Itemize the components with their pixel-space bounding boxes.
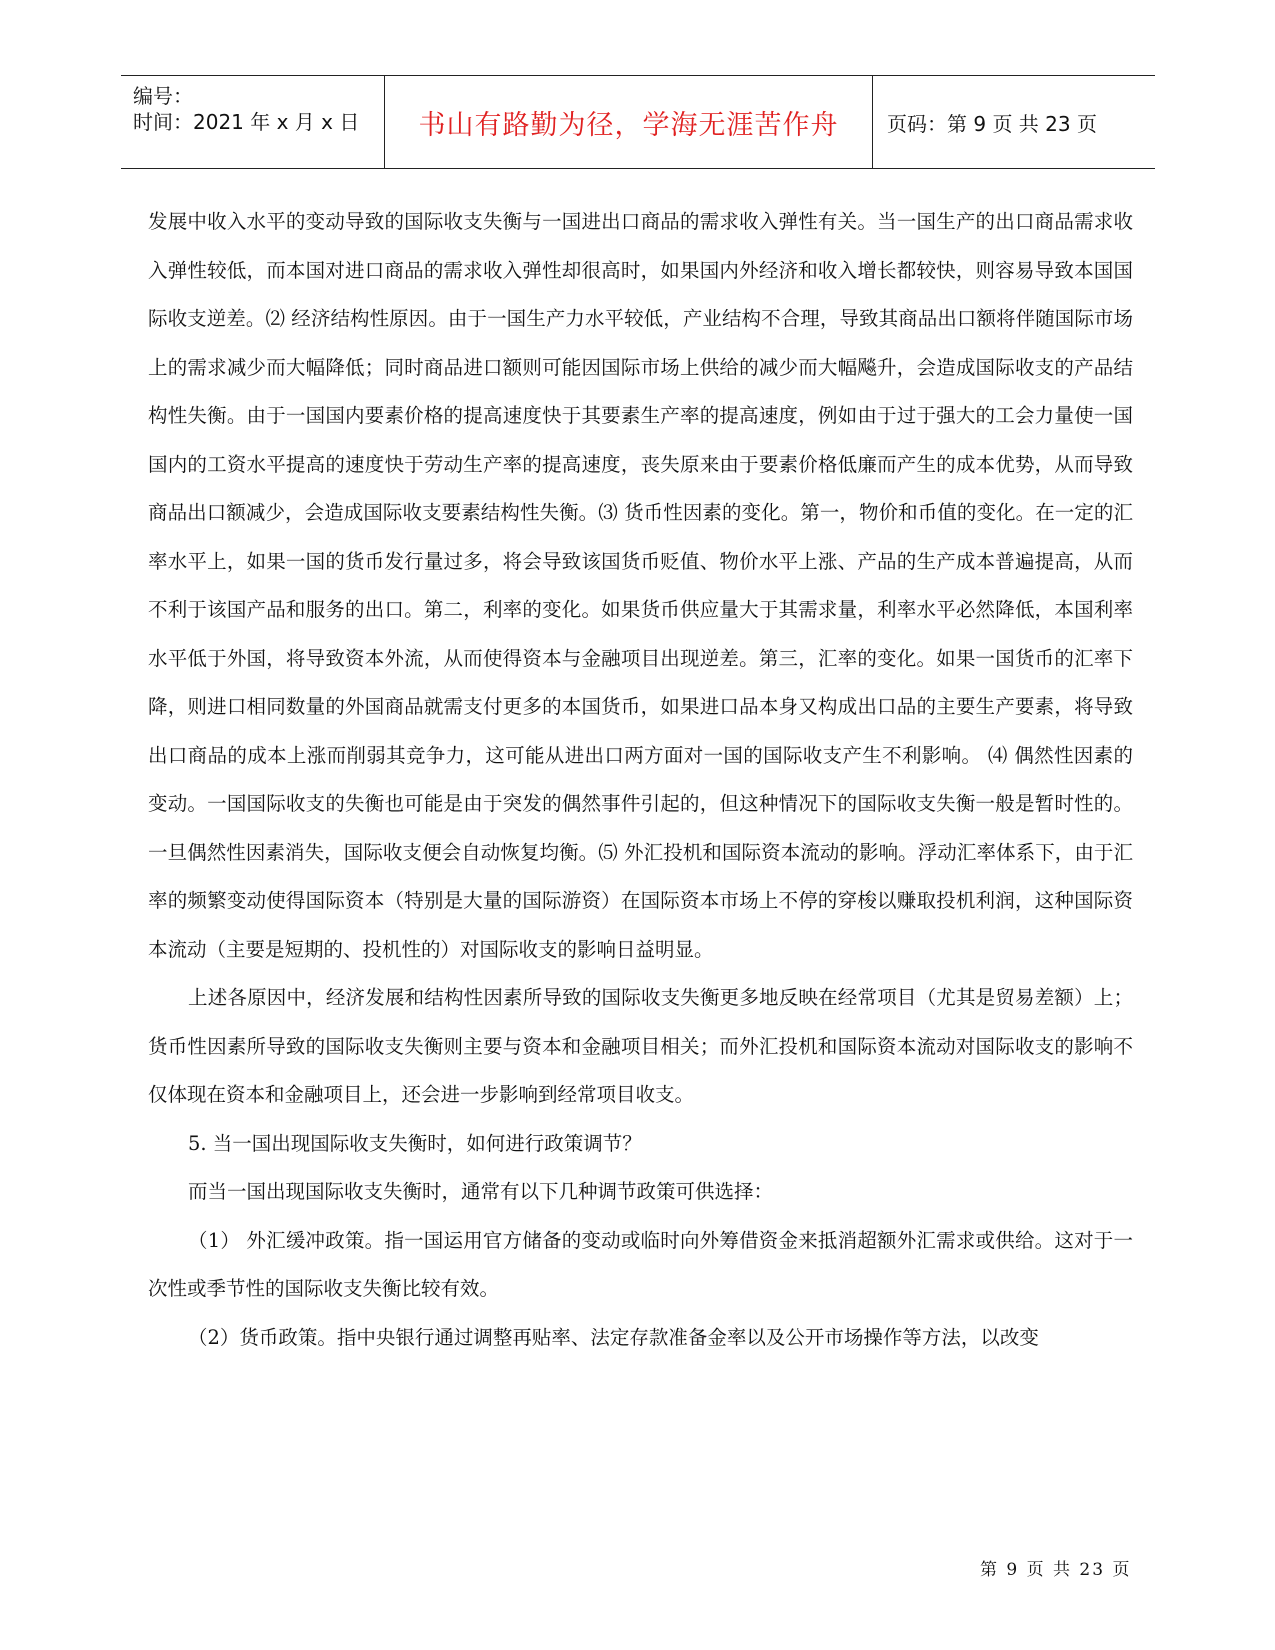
page-header	[121, 75, 1155, 169]
number-label: 编号：	[133, 84, 193, 108]
paragraph-summary: 上述各原因中，经济发展和结构性因素所导致的国际收支失衡更多地反映在经常项目（尤其是贸易差额）上；货币性因素所导致的国际收支失衡则主要与资本和金融项目相关；而外汇投机和国际资本流动对国际收支的影响不仅体现在资本和金融项目上，还会进一步影响到经常项目收支。	[148, 986, 1133, 1106]
header-page-info: 页码：第 9 页 共 23 页	[887, 111, 1097, 136]
header-info-cell	[121, 76, 385, 168]
paragraph-policy-intro: 而当一国出现国际收支失衡时，通常有以下几种调节政策可供选择：	[188, 1180, 774, 1203]
time-label: 时间：2021 年 x 月 x 日	[133, 110, 360, 134]
paragraph-policy-2: （2）货币政策。指中央银行通过调整再贴率、法定存款准备金率以及公开市场操作等方法，以改变	[188, 1325, 1039, 1349]
paragraph-causes: 发展中收入水平的变动导致的国际收支失衡与一国进出口商品的需求收入弹性有关。当一国生产的出口商品需求收入弹性较低，而本国对进口商品的需求收入弹性却很高时，如果国内外经济和收入增长都较快，则容易导致本国国际收支逆差。⑵ 经济结构性原因。由于一国生产力水平较低，产业结构不合理，导致其商品出口额将伴随国际市场上的需求减少而大幅降低；同时商品进口额则可能因国际市场上供给的减少而大幅飚升，会造成国际收支的产品结构性失衡。由于一国国内要素价格的提高速度快于其要素生产率的提高速度，例如由于过于强大的工会力量使一国国内的工资水平提高的速度快于劳动生产率的提高速度，丧失原来由于要素价格低廉而产生的成本优势，从而导致商品出口额减少，会造成国际收支要素结构性失衡。⑶ 货币性因素的变化。第一，物价和币值的变化。在一定的汇率水平上，如果一国的货币发行量过多，将会导致该国货币贬值、物价水平上涨、产品的生产成本普遍提高，从而不利于该国产品和服务的出口。第二，利率的变化。如果货币供应量大于其需求量，利率水平必然降低，本国利率水平低于外国，将导致资本外流，从而使得资本与金融项目出现逆差。第三，汇率的变化。如果一国货币的汇率下降，则进口相同数量的外国商品就需支付更多的本国货币，如果进口品本身又构成出口品的主要生产要素，将导致出口商品的成本上涨而削弱其竞争力，这可能从进出口两方面对一国的国际收支产生不利影响。 ⑷ 偶然性因素的变动。一国国际收支的失衡也可能是由于突发的偶然事件引起的，但这种情况下的国际收支失衡一般是暂时性的。一旦偶然性因素消失，国际收支便会自动恢复均衡。⑸ 外汇投机和国际资本流动的影响。浮动汇率体系下，由于汇率的频繁变动使得国际资本（特别是大量的国际游资）在国际资本市场上不停的穿梭以赚取投机利润，这种国际资本流动（主要是短期的、投机性的）对国际收支的影响日益明显。	[148, 210, 1133, 961]
question-5: 5. 当一国出现国际收支失衡时，如何进行政策调节？	[188, 1131, 642, 1155]
page-footer: 第 9 页 共 23 页	[980, 1560, 1132, 1580]
paragraph-policy-1: （1） 外汇缓冲政策。指一国运用官方储备的变动或临时向外筹借资金来抵消超额外汇需求或供给。这对于一次性或季节性的国际收支失衡比较有效。	[148, 1228, 1133, 1300]
motto: 书山有路勤为径，学海无涯苦作舟	[385, 76, 873, 168]
document-body	[148, 198, 1133, 1362]
